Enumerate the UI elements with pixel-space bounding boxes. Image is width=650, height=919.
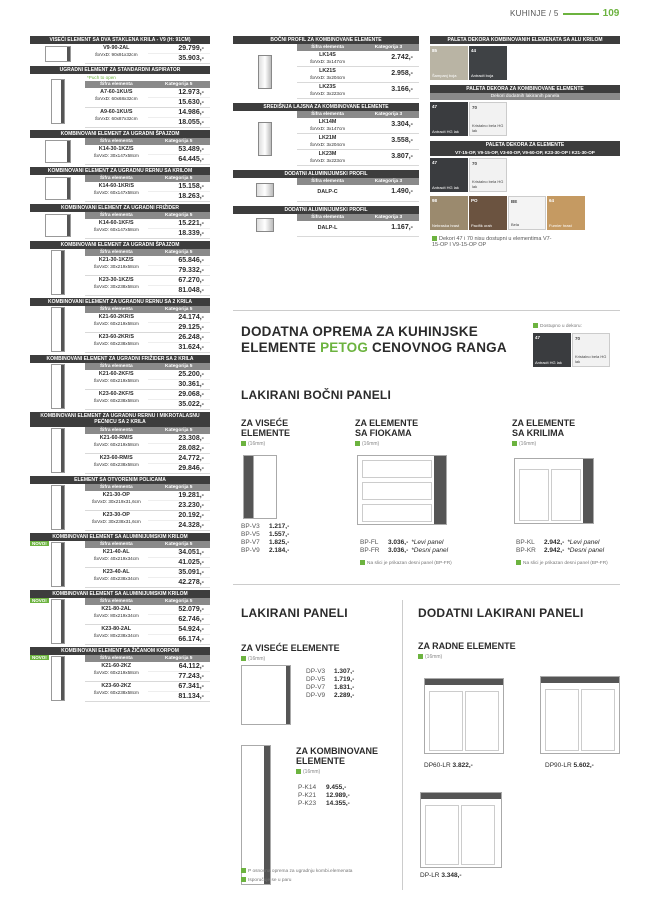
profile-section xyxy=(233,170,419,202)
table-header: Šifra elementa Kategorija 5 xyxy=(85,175,210,182)
item-price: 29.068,- xyxy=(148,390,211,400)
item-price: 35.903,- xyxy=(178,55,204,62)
table-row xyxy=(85,662,210,682)
item-code: LK21M xyxy=(318,135,337,141)
item-code: V9-90-2AL xyxy=(103,45,130,51)
table-header: Šifra elementa Kategorija 5 xyxy=(85,655,210,662)
table-row xyxy=(85,434,210,454)
decor-swatch: 70 Kristalno bela HG lak xyxy=(469,158,507,192)
item-price: 65.846,- xyxy=(148,256,211,266)
item-code: K21-30-1KZ/S xyxy=(98,257,134,263)
item-dims: ŠxVxD: 80x219x34cm xyxy=(93,612,139,618)
price-row: DP-V7 1.831,- xyxy=(306,684,355,691)
pk-heading: ZA KOMBINOVANE ELEMENTE (16mm) xyxy=(296,746,378,775)
item-dims: ŠxVxD: 60x87x32cm xyxy=(94,115,138,121)
item-price: 2.742,- xyxy=(391,54,413,61)
item-code: DALP-C xyxy=(317,189,338,195)
item-price: 62.746,- xyxy=(178,616,204,623)
table-header: Šifra elementa Kategorija 5 xyxy=(85,541,210,548)
price-section xyxy=(30,36,210,64)
table-row xyxy=(297,118,419,134)
section-title: KOMBINOVANI ELEMENT SA ŽIČANOM KORPOM xyxy=(30,647,210,655)
category-label: KUHINJE / 5 xyxy=(510,9,559,18)
table-row xyxy=(85,511,210,531)
item-dims: ŠxVxD: 3x147cm xyxy=(309,58,346,64)
dp90-cabinet-image xyxy=(540,676,620,754)
decor-swatch: 98 Nebraska hrast xyxy=(430,196,468,230)
section-note: *Puch to open xyxy=(87,75,116,80)
table-row xyxy=(85,568,210,588)
profile-image xyxy=(233,214,297,238)
decor-swatch: 70 Kristalno bela HG lak xyxy=(572,333,610,367)
item-code: K21-60-RM/S xyxy=(99,435,133,441)
item-code: K23-60-2KF/S xyxy=(98,391,134,397)
item-price: 52.079,- xyxy=(148,605,211,615)
item-dims: ŠxVxD: 90x91x32cm xyxy=(94,51,138,57)
table-header: Šifra elementa Kategorija 5 xyxy=(85,427,210,434)
price-section xyxy=(30,130,210,165)
dp-price: DP-LR 3.348,- xyxy=(420,872,462,879)
table-header: Šifra elementa Kategorija 5 xyxy=(85,81,210,88)
fiokama-heading: ZA ELEMENTE SA FIOKAMA (16mm) xyxy=(355,418,419,447)
cabinet-image xyxy=(30,138,85,165)
item-code: K21-40-AL xyxy=(102,549,130,555)
available-decor-swatches xyxy=(533,331,611,369)
section-title: KOMBINOVANI ELEMENT SA ALUMINIJUMSKIM KRILOM xyxy=(30,533,210,541)
footnote-1: P osnovna oprema za ugradnju kombi.elemenata xyxy=(241,868,352,874)
price-section xyxy=(30,355,210,410)
cabinet-image xyxy=(30,363,85,410)
item-price: 15.221,- xyxy=(148,219,211,229)
dodatni-lakirani-title: DODATNI LAKIRANI PANELI xyxy=(418,606,584,620)
item-code: K23-60-2KR/S xyxy=(98,334,134,340)
section-title: ELEMENT SA OTVORENIM POLICAMA xyxy=(30,476,210,484)
main-title-line2: ELEMENTE PETOG CENOVNOG RANGA xyxy=(241,340,507,355)
dp60-cabinet-image xyxy=(424,678,504,754)
table-header: Šifra elementa Kategorija 3 xyxy=(297,214,419,221)
profile-section xyxy=(233,206,419,238)
palette-p2 xyxy=(430,85,620,138)
decor-swatch: 47 Antracit HG lak xyxy=(533,333,571,367)
item-dims: ŠxVxD: 40x219x34cm xyxy=(93,555,139,561)
table-header: Šifra elementa Kategorija 5 xyxy=(85,363,210,370)
item-dims: ŠxVxD: 3x204cm xyxy=(309,141,346,147)
item-price: 24.328,- xyxy=(178,522,204,529)
novo-badge: NOVO! xyxy=(32,598,47,603)
table-row xyxy=(85,108,210,128)
item-price: 19.281,- xyxy=(148,491,211,501)
item-code: K23-60-2KZ xyxy=(101,683,132,689)
decor-swatch: PO Pacifik orah xyxy=(469,196,507,230)
section-title: KOMBINOVANI ELEMENT ZA UGRADNI ŠPAJZOM xyxy=(30,130,210,138)
item-price: 20.192,- xyxy=(148,511,211,521)
item-price: 77.243,- xyxy=(178,673,204,680)
palette-note: Dekori 47 i 70 nisu dostupni u elementima V7-15-OP I V9-15-OP OP xyxy=(432,236,552,248)
page-header xyxy=(510,8,619,19)
decor-swatch: 44 Antracit boja xyxy=(469,46,507,80)
pk-price-list xyxy=(298,784,350,808)
profile-section xyxy=(233,103,419,166)
pv-price-list xyxy=(306,668,354,700)
table-row xyxy=(297,83,419,99)
price-row: DP-V5 1.719,- xyxy=(306,676,355,683)
section-title: KOMBINOVANI ELEMENT ZA UGRADNI FRIŽIDER xyxy=(30,204,210,212)
item-code: K14-30-1KZ/S xyxy=(98,146,134,152)
table-header: Šifra elementa Kategorija 3 xyxy=(297,111,419,118)
item-price: 67.341,- xyxy=(148,682,211,692)
decor-swatch: 70 Kristalno bela HG lak xyxy=(469,102,507,136)
header-line xyxy=(563,13,599,15)
item-dims: ŠxVxD: 60x219x58cm xyxy=(93,441,139,447)
dp60-price: DP60-LR 3.822,- xyxy=(424,762,473,769)
table-row xyxy=(85,454,210,474)
table-row xyxy=(85,605,210,625)
fiokama-price-list xyxy=(360,539,448,555)
item-code: LK14M xyxy=(318,119,337,125)
item-price: 35.022,- xyxy=(178,401,204,408)
novo-badge: NOVO! xyxy=(32,655,47,660)
item-price: 25.200,- xyxy=(148,370,211,380)
palette-title: PALETA DEKORA ZA ELEMENTE xyxy=(430,141,620,149)
item-price: 18.339,- xyxy=(178,230,204,237)
available-decor-label: Dostupno u dekoru: xyxy=(533,323,582,329)
table-row xyxy=(85,44,210,64)
section-title: VISEĆI ELEMENT SA DVA STAKLENA KRILA - V9 (H: 91CM) xyxy=(30,36,210,44)
item-code: K23-30-OP xyxy=(102,512,130,518)
palette-title: PALETA DEKORA KOMBINOVANIH ELEMENATA SA ALU KRILOM xyxy=(430,36,620,44)
item-code: A9-60-1KU/S xyxy=(100,109,133,115)
table-row xyxy=(297,51,419,67)
item-price: 23.308,- xyxy=(148,434,211,444)
item-price: 81.134,- xyxy=(178,693,204,700)
cabinet-image xyxy=(30,484,85,531)
item-price: 41.025,- xyxy=(178,559,204,566)
item-price: 42.278,- xyxy=(178,579,204,586)
item-price: 15.158,- xyxy=(148,182,211,192)
price-row: P-K23 14.355,- xyxy=(298,800,350,807)
section-title: KOMBINOVANI ELEMENT ZA UGRADNU RERNU SA KRILOM xyxy=(30,167,210,175)
table-header: Šifra elementa Kategorija 5 xyxy=(85,484,210,491)
table-row xyxy=(85,333,210,353)
decor-swatch: 85 Šampanj bojа xyxy=(430,46,468,80)
item-price: 29.125,- xyxy=(178,324,204,331)
item-dims: ŠxVxD: 40x238x34cm xyxy=(93,575,139,581)
table-row xyxy=(297,134,419,150)
decor-swatch: 47 Antracit HG lak xyxy=(430,102,468,136)
item-dims: ŠxVxD: 60x68x32cm xyxy=(94,95,138,101)
pv-panel-image xyxy=(241,665,291,725)
item-dims: ŠxVxD: 30x219x58cm xyxy=(93,263,139,269)
item-price: 81.048,- xyxy=(178,287,204,294)
krilima-note: Na slici je prikazan desni panel (BP-FR) xyxy=(516,560,608,566)
item-dims: ŠxVxD: 60x238x58cm xyxy=(93,689,139,695)
item-price: 18.263,- xyxy=(178,193,204,200)
table-row xyxy=(85,682,210,702)
table-row xyxy=(85,548,210,568)
item-price: 15.630,- xyxy=(178,99,204,106)
item-price: 31.624,- xyxy=(178,344,204,351)
table-row xyxy=(297,67,419,83)
pk-panel-image xyxy=(241,745,271,885)
item-code: K21-60-2KR/S xyxy=(98,314,134,320)
item-price: 29.846,- xyxy=(178,465,204,472)
item-code: K23-60-RM/S xyxy=(99,455,133,461)
palettes-column xyxy=(430,36,620,249)
section-title: SREDIŠNJA LAJSNA ZA KOMBINOVANE ELEMENTE xyxy=(233,103,419,111)
item-price: 26.248,- xyxy=(148,333,211,343)
profile-image xyxy=(233,111,297,166)
main-title-line1: DODATNA OPREMA ZA KUHINJSKE xyxy=(241,324,478,339)
item-code: K14-60-1KR/S xyxy=(98,183,134,189)
item-dims: ŠxVxD: 30x219x31,6cm xyxy=(91,498,141,504)
table-header: Šifra elementa Kategorija 5 xyxy=(85,249,210,256)
price-row: BP-V9 2.184,- xyxy=(241,547,290,554)
item-dims: ŠxVxD: 60x219x58cm xyxy=(93,669,139,675)
item-code: LK23M xyxy=(318,151,337,157)
cabinet-image xyxy=(30,74,85,128)
cabinet-image xyxy=(30,598,85,645)
item-price: 64.445,- xyxy=(178,156,204,163)
table-row xyxy=(297,221,419,238)
table-row xyxy=(85,491,210,511)
krilima-price-list xyxy=(516,539,604,555)
item-price: 79.332,- xyxy=(178,267,204,274)
item-price: 3.166,- xyxy=(391,86,413,93)
item-price: 54.924,- xyxy=(148,625,211,635)
price-section xyxy=(30,476,210,531)
section-title: KOMBINOVANI ELEMENT ZA UGRADNI FRIŽIDER SA 2 KRILA xyxy=(30,355,210,363)
item-dims: ŠxVxD: 60x147x58cm xyxy=(93,226,139,232)
price-section xyxy=(30,533,210,588)
item-price: 67.270,- xyxy=(148,276,211,286)
item-dims: ŠxVxD: 60x238x58cm xyxy=(93,340,139,346)
price-section xyxy=(30,241,210,296)
item-code: K21-80-2AL xyxy=(101,606,132,612)
section-title: DODATNI ALUMINIJUMSKI PROFIL xyxy=(233,170,419,178)
fiokama-cabinet-image xyxy=(357,455,447,525)
item-dims: ŠxVxD: 60x219x58cm xyxy=(93,377,139,383)
section-divider xyxy=(233,310,620,311)
item-price: 14.986,- xyxy=(148,108,211,118)
table-row xyxy=(85,145,210,165)
table-header: Šifra elementa Kategorija 5 xyxy=(85,138,210,145)
item-price: 1.167,- xyxy=(391,223,413,231)
item-price: 12.973,- xyxy=(148,88,211,98)
item-dims: ŠxVxD: 3x223cm xyxy=(309,157,346,163)
item-dims: ŠxVxD: 3x147cm xyxy=(309,125,346,131)
item-price: 3.558,- xyxy=(391,137,413,144)
price-section xyxy=(30,298,210,353)
item-price: 35.091,- xyxy=(148,568,211,578)
table-row xyxy=(85,256,210,276)
price-row: BP-V5 1.557,- xyxy=(241,531,290,538)
table-row xyxy=(85,88,210,108)
cabinet-image xyxy=(30,655,85,702)
price-row: BP-KL 2.942,- *Levi panel xyxy=(516,539,600,546)
item-dims: ŠxVxD: 30x147x58cm xyxy=(93,152,139,158)
item-dims: ŠxVxD: 30x238x58cm xyxy=(93,283,139,289)
radne-heading: ZA RADNE ELEMENTE (16mm) xyxy=(418,641,516,660)
item-price: 3.807,- xyxy=(391,153,413,160)
table-row xyxy=(85,276,210,296)
profile-image xyxy=(233,44,297,99)
table-row xyxy=(297,185,419,202)
item-code: K21-60-2KZ xyxy=(101,663,132,669)
item-code: K23-30-1KZ/S xyxy=(98,277,134,283)
cabinet-image xyxy=(30,427,85,474)
table-row xyxy=(85,390,210,410)
krilima-heading: ZA ELEMENTE SA KRILIMA (16mm) xyxy=(512,418,576,447)
item-price: 28.082,- xyxy=(178,445,204,452)
item-dims: ŠxVxD: 60x147x58cm xyxy=(93,189,139,195)
item-price: 29.799,- xyxy=(148,44,211,54)
decor-swatch: 47 Antracit HG lak xyxy=(430,158,468,192)
profiles-column xyxy=(233,36,419,241)
item-code: LK14S xyxy=(319,52,336,58)
krilima-cabinet-image xyxy=(514,458,594,524)
dp-cabinet-image xyxy=(420,792,502,868)
item-price: 2.958,- xyxy=(391,70,413,77)
table-row xyxy=(85,219,210,239)
price-row: BP-FR 3.036,- *Desni panel xyxy=(360,547,449,554)
novo-badge: NOVO! xyxy=(32,541,47,546)
section-divider-2 xyxy=(233,584,620,585)
table-row xyxy=(85,313,210,333)
item-price: 64.112,- xyxy=(148,662,211,672)
visece-price-list xyxy=(241,523,289,555)
price-section xyxy=(30,66,210,128)
visece-heading: ZA VISEĆE ELEMENTE (16mm) xyxy=(241,418,291,447)
item-code: K14-60-1KF/S xyxy=(98,220,134,226)
item-dims: ŠxVxD: 60x238x58cm xyxy=(93,461,139,467)
section-title: KOMBINOVANI ELEMENT ZA UGRADNU RERNU I MIKROTALASNU PEĆNICU SA 2 KRILA xyxy=(30,412,210,427)
table-row xyxy=(85,370,210,390)
item-price: 34.051,- xyxy=(148,548,211,558)
section-title: UGRADNI ELEMENT ZA STANDARDNI ASPIRATOR xyxy=(30,66,210,74)
palette-title: PALETA DEKORA ZA KOMBINOVANE ELEMENTE xyxy=(430,85,620,93)
price-row: BP-V3 1.217,- xyxy=(241,523,290,530)
dp90-price: DP90-LR 5.602,- xyxy=(545,762,594,769)
table-header: Šifra elementa Kategorija 3 xyxy=(297,178,419,185)
profile-section xyxy=(233,36,419,99)
table-row xyxy=(297,150,419,166)
item-price: 30.361,- xyxy=(178,381,204,388)
item-code: A7-60-1KU/S xyxy=(100,89,133,95)
pv-heading: ZA VISEĆE ELEMENTE (16mm) xyxy=(241,643,340,662)
price-section xyxy=(30,647,210,702)
footnote-2: Isporučuje se u paru xyxy=(241,877,291,883)
price-section xyxy=(30,590,210,645)
palette-subtitle: V7-15-OP, V9-15-OP, V3-60-OP, V9-60-OP, K23-30-OP I K21-30-OP xyxy=(430,149,620,156)
price-row: DP-V9 2.289,- xyxy=(306,692,355,699)
item-price: 24.174,- xyxy=(148,313,211,323)
price-row: BP-KR 2.942,- *Desni panel xyxy=(516,547,605,554)
section-title: KOMBINOVANI ELEMENT SA ALUMINIJUMSKIM KRILOM xyxy=(30,590,210,598)
page-number: 109 xyxy=(602,8,620,19)
main-title xyxy=(241,324,507,356)
price-row: P-K14 9.455,- xyxy=(298,784,347,791)
palette-p3 xyxy=(430,141,620,232)
table-header: Šifra elementa Kategorija 5 xyxy=(85,212,210,219)
decor-swatch: 64 Furnier hrast xyxy=(547,196,585,230)
section-title: BOČNI PROFIL ZA KOMBINOVANE ELEMENTE xyxy=(233,36,419,44)
cabinet-image xyxy=(30,212,85,239)
item-dims: ŠxVxD: 80x238x34cm xyxy=(93,632,139,638)
palette-subtitle: Dekori dodatnih lakiranih panela xyxy=(430,93,620,100)
item-code: K21-30-OP xyxy=(102,492,130,498)
price-row: DP-V3 1.307,- xyxy=(306,668,355,675)
table-header: Šifra elementa Kategorija 5 xyxy=(85,598,210,605)
item-price: 1.490,- xyxy=(391,188,413,195)
item-dims: ŠxVxD: 30x238x31,6cm xyxy=(91,518,141,524)
table-row xyxy=(85,182,210,202)
item-price: 23.230,- xyxy=(178,502,204,509)
lakirani-bocni-title: LAKIRANI BOČNI PANELI xyxy=(241,388,391,402)
item-price: 53.489,- xyxy=(148,145,211,155)
item-price: 24.772,- xyxy=(148,454,211,464)
section-title: KOMBINOVANI ELEMENT ZA UGRADNU RERNU SA 2 KRILA xyxy=(30,298,210,306)
price-row: BP-FL 3.036,- *Levi panel xyxy=(360,539,444,546)
price-row: BP-V7 1.825,- xyxy=(241,539,290,546)
main-title-highlight: PETOG xyxy=(320,340,369,355)
price-section xyxy=(30,167,210,202)
item-dims: ŠxVxD: 3x204cm xyxy=(309,74,346,80)
item-dims: ŠxVxD: 60x238x58cm xyxy=(93,397,139,403)
price-column-left xyxy=(30,36,210,704)
palette-p1 xyxy=(430,36,620,82)
table-header: Šifra elementa Kategorija 5 xyxy=(85,306,210,313)
price-section xyxy=(30,204,210,239)
lakirani-paneli-title: LAKIRANI PANELI xyxy=(241,606,348,620)
item-code: LK23S xyxy=(319,84,336,90)
item-price: 3.304,- xyxy=(391,121,413,128)
price-section xyxy=(30,412,210,474)
item-dims: ŠxVxD: 3x223cm xyxy=(309,90,346,96)
section-title: KOMBINOVANI ELEMENT ZA UGRADNI ŠPAJZOM xyxy=(30,241,210,249)
item-code: K21-60-2KF/S xyxy=(98,371,134,377)
profile-image xyxy=(233,178,297,202)
table-row xyxy=(85,625,210,645)
visece-panel-image xyxy=(243,455,277,519)
cabinet-image xyxy=(30,541,85,588)
item-code: K23-80-2AL xyxy=(101,626,132,632)
item-code: K23-40-AL xyxy=(102,569,130,575)
item-dims: ŠxVxD: 60x219x58cm xyxy=(93,320,139,326)
price-row: P-K21 12.989,- xyxy=(298,792,350,799)
section-title: DODATNI ALUMINIJUMSKI PROFIL xyxy=(233,206,419,214)
table-header: Šifra elementa Kategorija 3 xyxy=(297,44,419,51)
item-price: 18.055,- xyxy=(178,119,204,126)
decor-swatch: BE Bela xyxy=(508,196,546,230)
fiokama-note: Na slici je prikazan desni panel (BP-FR) xyxy=(360,560,452,566)
cabinet-image xyxy=(30,44,85,64)
cabinet-image xyxy=(30,249,85,296)
item-code: DALP-L xyxy=(317,224,338,231)
cabinet-image xyxy=(30,306,85,353)
cabinet-image xyxy=(30,175,85,202)
item-price: 66.174,- xyxy=(178,636,204,643)
item-code: LK21S xyxy=(319,68,336,74)
vertical-divider xyxy=(402,600,403,890)
